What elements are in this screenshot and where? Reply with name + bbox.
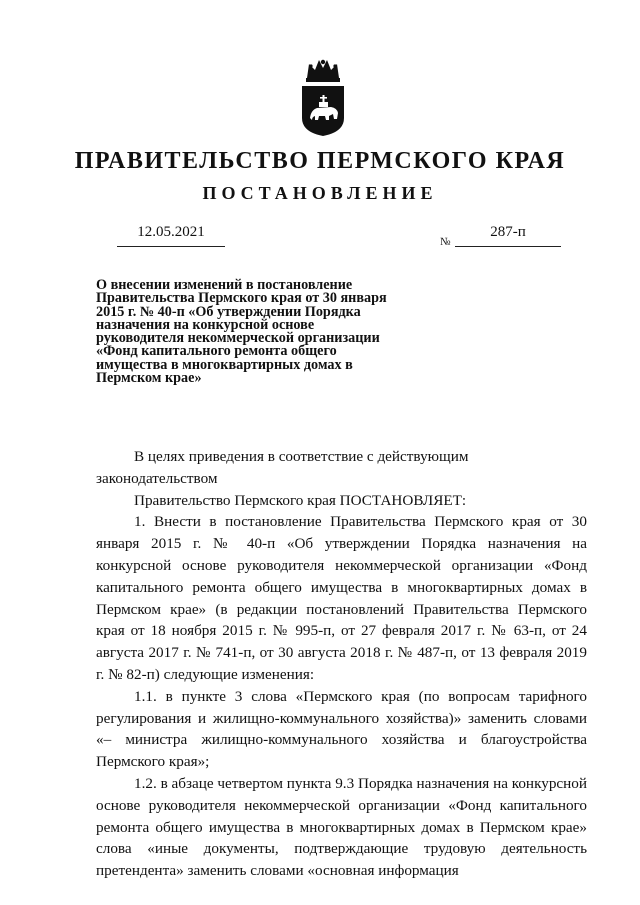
- body-paragraph: Правительство Пермского края ПОСТАНОВЛЯЕТ:: [134, 491, 467, 509]
- perm-krai-coat-of-arms-icon: [293, 56, 353, 138]
- decree-number: 287-п: [490, 224, 526, 240]
- decree-body: [96, 446, 587, 882]
- body-paragraph: 1. Внести в постановление Правительства Пермского края от 30 января 2015 г. № 40-п «Об утверждении Порядка назначения на конкурсной основе руководителя некоммерческой организации «Фонд капитального ремонта общего имущества в многоквартирных домах в Пермском крае» (в редакции постановлений Правительства Пермского края от 18 ноября 2015 г. № 995-п, от 27 февраля 2017 г. № 63-п, от 24 августа 2017 г. № 741-п, от 30 августа 2018 г. № 487-п, от 13 февраля 2019 г. № 82-п) следующие изменения:: [96, 513, 587, 683]
- body-paragraph: 1.2. в абзаце четвертом пункта 9.3 Порядка назначения на конкурсной основе руководителя некоммерческой организации «Фонд капитального ремонта общего имущества в многоквартирных домах в Пермском крае» слова «иные документы, подтверждающие трудовую деятельность претендента» заменить словами «основная информация: [96, 774, 588, 880]
- number-sign: №: [440, 236, 451, 248]
- government-title: ПРАВИТЕЛЬСТВО ПЕРМСКОГО КРАЯ: [74, 148, 566, 174]
- decree-date: 12.05.2021: [137, 224, 205, 240]
- date-underline: [117, 246, 225, 247]
- body-paragraph: В целях приведения в соответствие с действующим законодательством: [96, 448, 469, 487]
- decree-subject: О внесении изменений в постановление Правительства Пермского края от 30 января 2015 г. № 40-п «Об утверждении Порядка назначения на конкурсной основе руководителя некоммерческой организации «Фонд капитального ремонта общего имущества в многоквартирных домах в Пермском крае»: [96, 277, 387, 387]
- number-underline: [455, 246, 561, 247]
- document-type-title: ПОСТАНОВЛЕНИЕ: [202, 183, 438, 203]
- body-paragraph: 1.1. в пункте 3 слова «Пермского края (по вопросам тарифного регулирования и жилищно-коммунального хозяйства)» заменить словами «– министра жилищно-коммунального хозяйства и благоустройства Пермского края»;: [96, 687, 587, 771]
